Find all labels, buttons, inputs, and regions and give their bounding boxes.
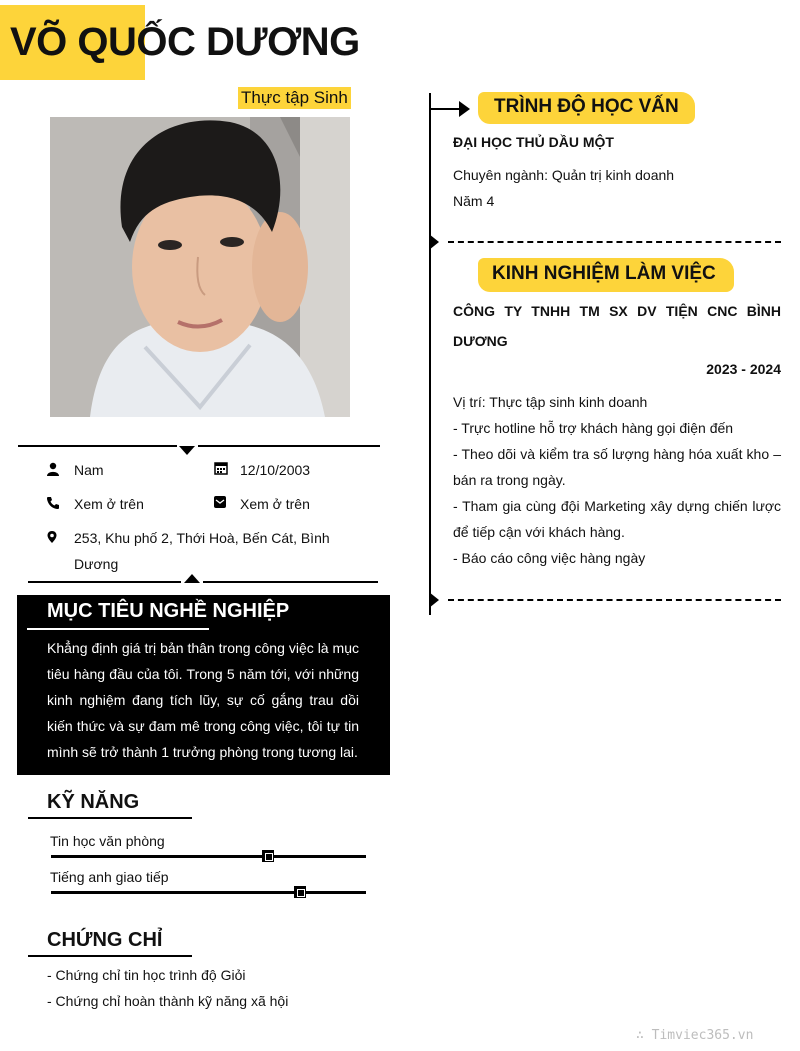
skill-bar <box>51 855 366 858</box>
divider-line <box>198 445 380 447</box>
certificate-item: - Chứng chỉ tin học trình độ Giỏi <box>47 967 246 983</box>
skills-underline <box>28 817 192 819</box>
skill-name: Tiếng anh giao tiếp <box>50 869 169 885</box>
candidate-name: VÕ QUỐC DƯƠNG <box>10 20 360 64</box>
dashed-divider <box>448 599 781 601</box>
experience-role: Vị trí: Thực tập sinh kinh doanh <box>453 394 648 410</box>
candidate-position: Thực tập Sinh <box>238 87 351 109</box>
skill-bar <box>51 891 366 894</box>
experience-title: KINH NGHIỆM LÀM VIỆC <box>492 263 716 284</box>
email-value: Xem ở trên <box>240 496 310 512</box>
divider-line <box>18 445 177 447</box>
education-title: TRÌNH ĐỘ HỌC VẤN <box>494 96 679 117</box>
divider-line <box>203 581 378 583</box>
skills-title: KỸ NĂNG <box>47 791 140 813</box>
experience-company: CÔNG TY TNHH TM SX DV TIỆN CNC BÌNH DƯƠNG <box>453 303 781 349</box>
birthdate-value: 12/10/2003 <box>240 462 311 478</box>
email-icon <box>213 495 227 509</box>
watermark: ∴ Timviec365.vn <box>636 1028 754 1043</box>
education-year: Năm 4 <box>453 193 495 209</box>
user-icon <box>46 462 60 476</box>
divider-line <box>28 581 181 583</box>
education-major: Chuyên ngành: Quản trị kinh doanh <box>453 167 675 183</box>
education-school: ĐẠI HỌC THỦ DẦU MỘT <box>453 134 614 150</box>
dashed-divider <box>448 241 781 243</box>
objective-title: MỤC TIÊU NGHỀ NGHIỆP <box>47 600 290 622</box>
certificate-item: - Chứng chỉ hoàn thành kỹ năng xã hội <box>47 993 289 1009</box>
timeline-marker <box>429 234 439 250</box>
skill-level-handle <box>294 886 306 898</box>
arrow-right-icon <box>459 101 470 117</box>
skill-name: Tin học văn phòng <box>50 833 165 849</box>
phone-value: Xem ở trên <box>74 496 144 512</box>
experience-period: 2023 - 2024 <box>706 361 781 377</box>
profile-photo <box>50 117 350 417</box>
timeline-marker <box>429 592 439 608</box>
gender-value: Nam <box>74 462 104 478</box>
skill-level-handle <box>262 850 274 862</box>
divider-triangle <box>179 446 195 455</box>
address-value: 253, Khu phố 2, Thới Hoà, Bến Cát, Bình Dương <box>74 530 330 572</box>
experience-duty: - Báo cáo công việc hàng ngày <box>453 550 646 566</box>
experience-duty: - Trực hotline hỗ trợ khách hàng gọi điện đến <box>453 420 734 436</box>
certificates-title: CHỨNG CHỈ <box>47 929 163 951</box>
location-icon <box>45 530 59 544</box>
certificates-underline <box>28 955 192 957</box>
timeline-line <box>429 93 431 615</box>
phone-icon <box>46 496 60 510</box>
experience-duty: - Theo dõi và kiểm tra số lượng hàng hóa xuất kho – bán ra trong ngày. <box>453 446 781 488</box>
experience-duty: - Tham gia cùng đội Marketing xây dựng chiến lược để tiếp cận với khách hàng. <box>453 498 781 540</box>
objective-text: Khẳng định giá trị bản thân trong công việc là mục tiêu hàng đầu của tôi. Trong 5 năm tới, với những kinh nghiệm đang tích lũy, sự cố gắng trau dồi kiến thức và sự đam mê trong công việc, tôi tự tin mình sẽ trở thành 1 trưởng phòng trong tương lai. <box>47 640 359 760</box>
career-objective-box <box>17 595 390 775</box>
divider-triangle <box>184 574 200 583</box>
calendar-icon <box>214 461 228 475</box>
objective-underline <box>27 628 209 630</box>
